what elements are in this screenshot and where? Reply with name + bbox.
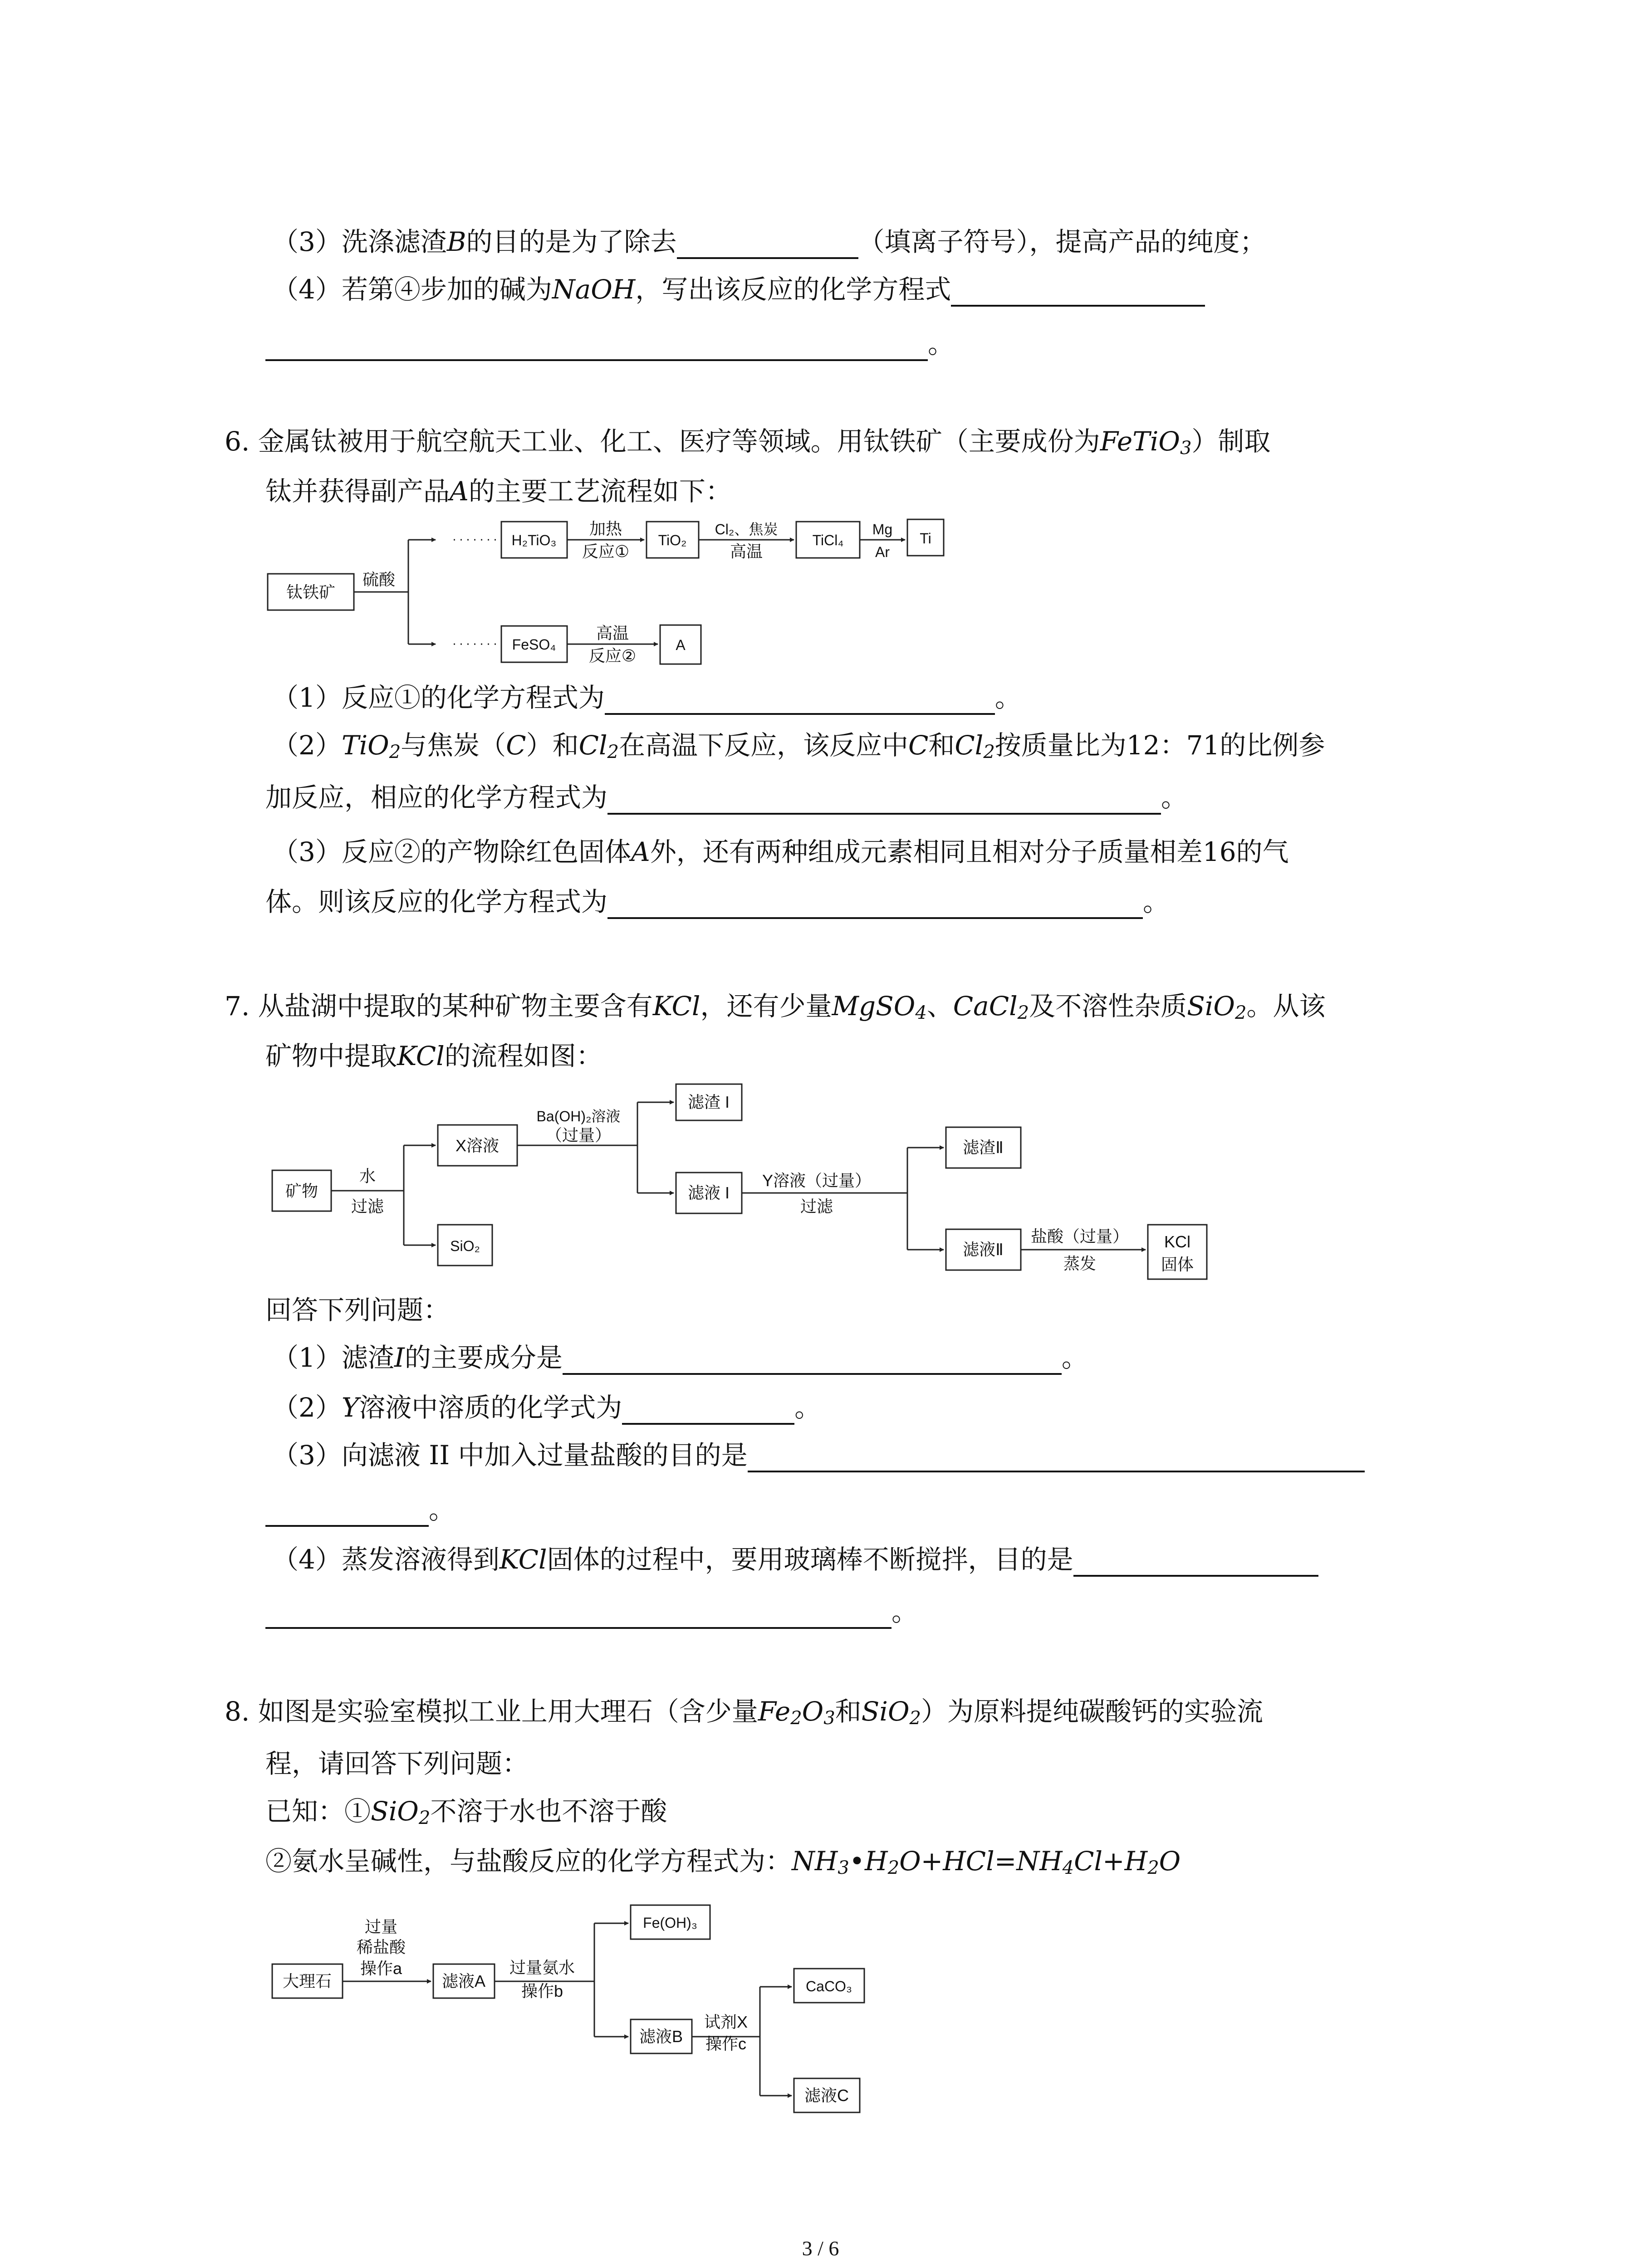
answer-blank[interactable] — [677, 229, 858, 259]
q6-part3: （3）反应②的产物除红色固体A外，还有两种组成元素相同且相对分子质量相差16的气 — [272, 836, 1289, 867]
q6-stem-line1: 6. 金属钛被用于航空航天工业、化工、医疗等领域。用钛铁矿（主要成份为FeTiO$_3$）制取 — [225, 426, 1271, 459]
label-h2tio3: H₂TiO₃ — [511, 532, 557, 548]
answer-blank[interactable] — [607, 889, 1143, 919]
answer-blank[interactable] — [265, 331, 928, 361]
q8-stem-line2: 程，请回答下列问题： — [265, 1748, 529, 1779]
q6-flow-diagram — [263, 513, 971, 676]
label-mg: Mg — [872, 521, 893, 538]
q5-part3: （3）洗涤滤渣B的目的是为了除去 （填离子符号），提高产品的纯度； — [272, 225, 1266, 259]
label-reagx: 试剂X — [704, 2013, 748, 2031]
label-dilhcl: 稀盐酸 — [356, 1938, 406, 1956]
label-heat: 加热 — [589, 519, 622, 538]
q8-known-2: ②氨水呈碱性，与盐酸反应的化学方程式为：$NH_3•H_2O+HCl=NH_4Cl+H_2O$ — [265, 1846, 1181, 1878]
label-res1: 滤渣 I — [687, 1093, 730, 1111]
label-liqb: 滤液B — [639, 2027, 683, 2046]
q6-part3-cont: 体。则该反应的化学方程式为 。 — [265, 885, 1169, 919]
label-r1: 反应① — [582, 542, 630, 561]
label-ticl4: TiCl₄ — [812, 532, 844, 548]
q7-answer-intro: 回答下列问题： — [265, 1295, 450, 1325]
q8-flow-diagram — [263, 1896, 898, 2123]
label-cl2: Cl₂、焦炭 — [715, 521, 778, 538]
q7-part3-cont: 。 — [265, 1492, 455, 1527]
q6-part1: （1）反应①的化学方程式为 。 — [272, 680, 1021, 715]
label-ore: 钛铁矿 — [286, 583, 336, 601]
q7-stem-line1: 7. 从盐湖中提取的某种矿物主要含有KCl，还有少量MgSO$_4$、CaCl$_2$及不溶性杂质SiO$_2$。从该 — [225, 991, 1326, 1023]
q6-stem-line2: 钛并获得副产品A的主要工艺流程如下： — [265, 476, 732, 507]
q7-flow-diagram — [263, 1080, 1239, 1288]
label-filter2: 过滤 — [800, 1197, 833, 1216]
page-number: 3 / 6 — [802, 2237, 839, 2260]
label-water: 水 — [359, 1167, 376, 1185]
answer-blank[interactable] — [951, 277, 1205, 307]
label-opb: 操作b — [521, 1982, 563, 2000]
label-evap: 蒸发 — [1063, 1254, 1097, 1273]
label-hot2: 高温 — [596, 624, 629, 642]
label-kcl2: 固体 — [1161, 1255, 1194, 1274]
q7-part4-cont: 。 — [265, 1594, 918, 1629]
label-r2: 反应② — [588, 646, 637, 665]
q6-part2-cont: 加反应，相应的化学方程式为 。 — [265, 780, 1187, 815]
label-ar: Ar — [875, 544, 890, 560]
answer-blank[interactable] — [622, 1395, 794, 1425]
answer-blank[interactable] — [605, 685, 995, 715]
q6-part2: （2）TiO$_2$与焦炭（C）和$Cl_2$在高温下反应，该反应中C和$Cl_2$按质量比为12：71的比例参 — [272, 730, 1325, 763]
q7-part4: （4）蒸发溶液得到KCl固体的过程中，要用玻璃棒不断搅拌，目的是 — [272, 1542, 1318, 1577]
label-ti: Ti — [920, 530, 931, 547]
label-hot: 高温 — [730, 542, 763, 561]
label-ore: 矿物 — [285, 1182, 318, 1200]
label-opc: 操作c — [705, 2034, 747, 2053]
answer-blank[interactable] — [607, 785, 1161, 815]
label-x: X溶液 — [455, 1136, 500, 1155]
q7-part3: （3）向滤液 II 中加入过量盐酸的目的是 — [272, 1438, 1365, 1472]
q8-known-1: 已知：①SiO$_2$不溶于水也不溶于酸 — [265, 1796, 667, 1828]
answer-blank[interactable] — [265, 1599, 892, 1629]
label-feoh: Fe(OH)₃ — [643, 1915, 697, 1931]
label-liq1: 滤液 I — [687, 1183, 730, 1202]
label-kcl1: KCl — [1164, 1232, 1191, 1251]
label-filter: 过滤 — [351, 1197, 384, 1216]
label-nh3: 过量氨水 — [509, 1958, 575, 1977]
q5-part4: （4）若第④步加的碱为NaOH，写出该反应的化学方程式 — [272, 272, 1205, 307]
label-liqc: 滤液C — [804, 2086, 849, 2105]
q8-stem-line1: 8. 如图是实验室模拟工业上用大理石（含少量$Fe_2O_3$和SiO$_2$）为原料提纯碳酸钙的实验流 — [225, 1696, 1263, 1729]
answer-blank[interactable] — [563, 1345, 1062, 1375]
q5-part4-cont: 。 — [265, 327, 954, 361]
label-y: Y溶液（过量） — [762, 1171, 872, 1190]
label-a: A — [676, 637, 686, 653]
q7-part1: （1）滤渣I的主要成分是 。 — [272, 1340, 1088, 1375]
label-baoh: Ba(OH)₂溶液 — [536, 1108, 621, 1124]
label-liq2: 滤液Ⅱ — [963, 1240, 1004, 1259]
q7-part2: （2）Y溶液中溶质的化学式为 。 — [272, 1390, 821, 1425]
label-marble: 大理石 — [282, 1972, 332, 1990]
label-excess: （过量） — [545, 1126, 612, 1144]
answer-blank[interactable] — [1073, 1547, 1318, 1577]
answer-blank[interactable] — [748, 1442, 1365, 1472]
label-liqa: 滤液A — [441, 1972, 486, 1990]
label-sio2: SiO₂ — [450, 1238, 480, 1254]
label-tio2: TiO₂ — [658, 532, 687, 548]
label-opa: 操作a — [360, 1959, 402, 1978]
q7-stem-line2: 矿物中提取KCl的流程如图： — [265, 1041, 603, 1071]
label-feso4: FeSO₄ — [512, 636, 556, 653]
answer-blank[interactable] — [265, 1497, 429, 1527]
label-excess: 过量 — [364, 1917, 398, 1936]
label-acid: 硫酸 — [362, 570, 396, 589]
label-caco3: CaCO₃ — [806, 1978, 852, 1994]
label-hcl: 盐酸（过量） — [1030, 1227, 1129, 1246]
label-res2: 滤渣Ⅱ — [963, 1138, 1004, 1157]
